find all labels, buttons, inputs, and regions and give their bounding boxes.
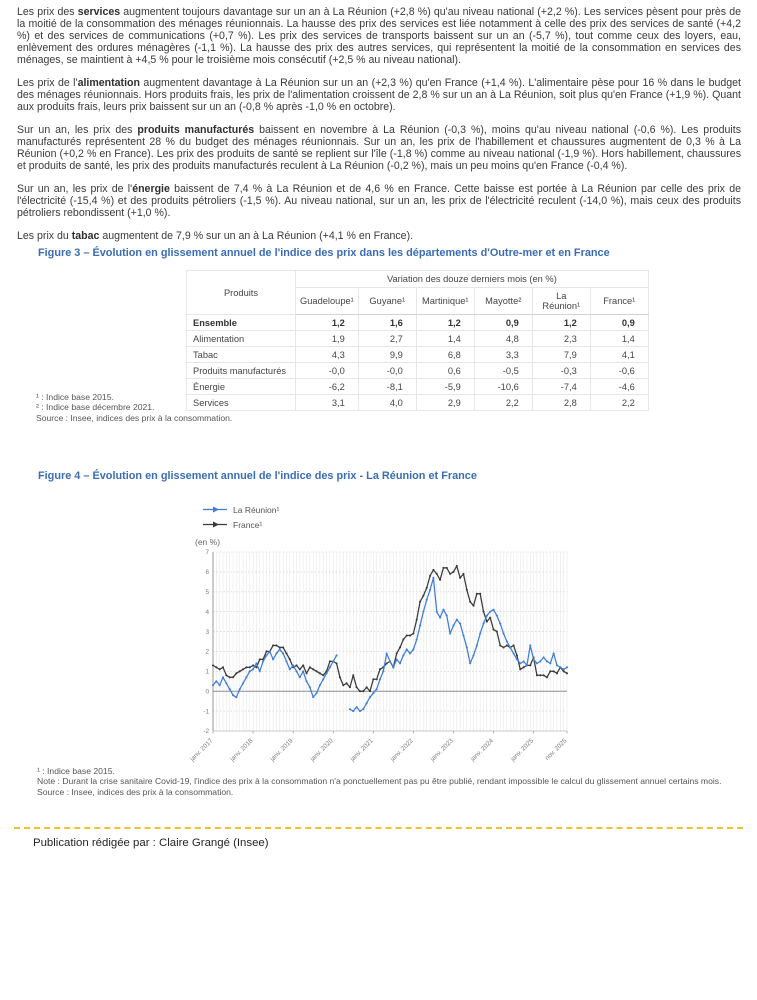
row-label: Services — [187, 395, 296, 411]
table-row — [187, 395, 649, 411]
svg-text:4: 4 — [205, 608, 209, 616]
table-cell: 1,2 — [416, 315, 474, 331]
table-cell: 2,2 — [590, 395, 648, 411]
footnote-line: Note : Durant la crise sanitaire Covid-19, l'indice des prix à la consommation n'a ponctuellement pas pu être publié, rendant impossible le calcul du glissement annuel certains mois. — [37, 776, 722, 787]
table-cell: -8,1 — [358, 379, 416, 395]
table-cell: 6,8 — [416, 347, 474, 363]
table-cell: 2,2 — [474, 395, 532, 411]
table-cell: 7,9 — [532, 347, 590, 363]
table-cell: -5,9 — [416, 379, 474, 395]
table-row — [187, 315, 649, 331]
table-cell: -0,6 — [590, 363, 648, 379]
table-cell: 1,4 — [590, 331, 648, 347]
svg-text:janv. 2021: janv. 2021 — [349, 737, 375, 763]
row-label: Ensemble — [187, 315, 296, 331]
table-group-header: Variation des douze derniers mois (en %) — [296, 271, 649, 288]
paragraph: Sur un an, les prix des produits manufacturés baissent en novembre à La Réunion (-0,3 %), moins qu'au niveau national (-0,6 %). Les produits manufacturés représentent 28 % du budget des ménages réunionnais. Sur un an, les prix de l'habillement et chaussures augmentent de 0,3 % à La Réunion (+0,2 % en France). Les prix des produits de santé se replient sur l'île (-1,8 %) comme au niveau national (-1,9 %). Hors habillement, chaussures et produits de santé, les prix des produits manufacturés reculent à La Réunion (-0,2 %), mais un peu moins qu'en France (-0,4 %). — [17, 124, 741, 172]
intro-paragraphs — [17, 6, 741, 253]
svg-text:janv. 2017: janv. 2017 — [188, 737, 215, 763]
paragraph: Sur un an, les prix de l'énergie baissent de 7,4 % à La Réunion et de 4,6 % en France. Cette baisse est portée à La Réunion par celle des prix de l'électricité (-15,4 %) et des produits pétroliers (-1,5 %). Au niveau national, sur un an, les prix de l'électricité reculent (-14,0 %), mais ceux des produits pétroliers rebondissent (+1,0 %). — [17, 183, 741, 219]
table-cell: -4,6 — [590, 379, 648, 395]
table-cell: -0,0 — [358, 363, 416, 379]
table-cell: 1,9 — [296, 331, 359, 347]
figure3-table — [186, 270, 649, 411]
table-cell: -7,4 — [532, 379, 590, 395]
figure4-title: Figure 4 – Évolution en glissement annuel de l'indice des prix - La Réunion et France — [38, 470, 477, 482]
svg-text:janv. 2020: janv. 2020 — [309, 737, 335, 763]
svg-text:1: 1 — [205, 668, 209, 676]
figure3-title: Figure 3 – Évolution en glissement annuel de l'indice des prix dans les départements d'Outre-mer et en France — [38, 247, 610, 259]
table-cell: 0,6 — [416, 363, 474, 379]
row-label: Énergie — [187, 379, 296, 395]
paragraph: Les prix de l'alimentation augmentent davantage à La Réunion sur un an (+2,3 %) qu'en France (+1,4 %). L'alimentaire pèse pour 16 % dans le budget des ménages réunionnais. Hors produits frais, les prix de l'alimentation croissent de 2,8 % sur un an à La Réunion, soit plus qu'en France (+1,9 %). Quant aux produits frais, leurs prix baissent sur un an (-0,8 % après -1,0 % en octobre). — [17, 77, 741, 113]
table-row — [187, 347, 649, 363]
figure3-footnotes — [36, 392, 232, 423]
table-cell: 3,3 — [474, 347, 532, 363]
table-cell: 4,1 — [590, 347, 648, 363]
svg-text:-2: -2 — [203, 728, 209, 736]
table-cell: -6,2 — [296, 379, 359, 395]
table-column-header: Martinique¹ — [416, 288, 474, 315]
table-cell: -0,5 — [474, 363, 532, 379]
table-row — [187, 379, 649, 395]
table-cell: 4,0 — [358, 395, 416, 411]
table-cell: 1,4 — [416, 331, 474, 347]
legend-label: France¹ — [233, 519, 263, 530]
table-cell: -0,0 — [296, 363, 359, 379]
footnote-line: ¹ : Indice base 2015. — [37, 766, 115, 776]
figure4-legend — [203, 502, 279, 532]
footnote-line: Source : Insee, indices des prix à la consommation. — [36, 412, 233, 423]
paragraph: Les prix du tabac augmentent de 7,9 % sur un an à La Réunion (+4,1 % en France). — [17, 230, 414, 242]
figure3-table-head — [187, 271, 649, 315]
table-cell: 2,3 — [532, 331, 590, 347]
svg-text:nov. 2025: nov. 2025 — [543, 737, 569, 762]
line-swatch-reunion-icon — [203, 505, 227, 514]
table-cell: 3,1 — [296, 395, 359, 411]
table-column-header: Guyane¹ — [358, 288, 416, 315]
svg-text:3: 3 — [205, 628, 209, 636]
svg-text:janv. 2022: janv. 2022 — [389, 737, 415, 763]
svg-text:6: 6 — [205, 569, 209, 577]
table-cell: 1,6 — [358, 315, 416, 331]
svg-text:7: 7 — [205, 549, 209, 557]
table-cell: 2,7 — [358, 331, 416, 347]
paragraph: Les prix des services augmentent toujours davantage sur un an à La Réunion (+2,8 %) qu'au niveau national (+2,2 %). Les services pèsent pour près de la moitié de la consommation des ménages réunionnais. La hausse des prix des services est liée notamment à celle des prix des services de santé (+4,2 %) et des services de communications (+0,7 %). Les prix des services de transports baissent sur un an (-5,7 %), tout comme ceux des loyers, eau, enlèvement des ordures ménagères (-1,1 %). La hausse des prix des autres services, qui représentent la moitié de la consommation en services des ménages, se maintient à +4,5 % pour le troisième mois consécutif (+2,5 % au niveau national). — [17, 6, 741, 66]
table-corner-header: Produits — [187, 271, 296, 315]
svg-text:0: 0 — [205, 688, 209, 696]
table-cell: 1,2 — [296, 315, 359, 331]
table-cell: 1,2 — [532, 315, 590, 331]
table-column-header: Mayotte² — [474, 288, 532, 315]
figure3-table-body — [187, 315, 649, 411]
y-axis-unit-label: (en %) — [195, 537, 221, 547]
table-cell: 2,9 — [416, 395, 474, 411]
svg-text:5: 5 — [205, 588, 209, 596]
table-cell: 4,3 — [296, 347, 359, 363]
publication-byline: Publication rédigée par : Claire Grangé (Insee) — [33, 837, 269, 849]
svg-text:janv. 2019: janv. 2019 — [269, 737, 295, 763]
svg-text:janv. 2023: janv. 2023 — [429, 737, 455, 763]
table-cell: 0,9 — [474, 315, 532, 331]
footnote-line: ¹ : Indice base 2015. — [36, 392, 114, 402]
row-label: Tabac — [187, 347, 296, 363]
table-column-header: France¹ — [590, 288, 648, 315]
table-row — [187, 363, 649, 379]
table-cell: 9,9 — [358, 347, 416, 363]
footnote-line: Source : Insee, indices des prix à la consommation. — [37, 786, 234, 797]
figure4-chart — [170, 545, 600, 777]
line-swatch-france-icon — [203, 520, 227, 529]
svg-text:-1: -1 — [203, 708, 209, 716]
legend-item-france — [203, 517, 279, 532]
svg-text:janv. 2018: janv. 2018 — [229, 737, 255, 763]
svg-text:2: 2 — [205, 648, 209, 656]
table-cell: -10,6 — [474, 379, 532, 395]
footnote-line: ² : Indice base décembre 2021. — [36, 402, 155, 413]
svg-text:janv. 2025: janv. 2025 — [509, 737, 536, 763]
table-column-header: Guadeloupe¹ — [296, 288, 359, 315]
table-column-header: La Réunion¹ — [532, 288, 590, 315]
table-cell: 0,9 — [590, 315, 648, 331]
table-row — [187, 331, 649, 347]
yellow-dashed-divider — [14, 827, 743, 829]
row-label: Produits manufacturés — [187, 363, 296, 379]
table-cell: -0,3 — [532, 363, 590, 379]
legend-label: La Réunion¹ — [233, 504, 280, 515]
legend-item-la-reunion — [203, 502, 279, 517]
row-label: Alimentation — [187, 331, 296, 347]
figure4-footnotes — [37, 766, 737, 797]
table-cell: 2,8 — [532, 395, 590, 411]
svg-text:janv. 2024: janv. 2024 — [469, 737, 495, 763]
table-cell: 4,8 — [474, 331, 532, 347]
